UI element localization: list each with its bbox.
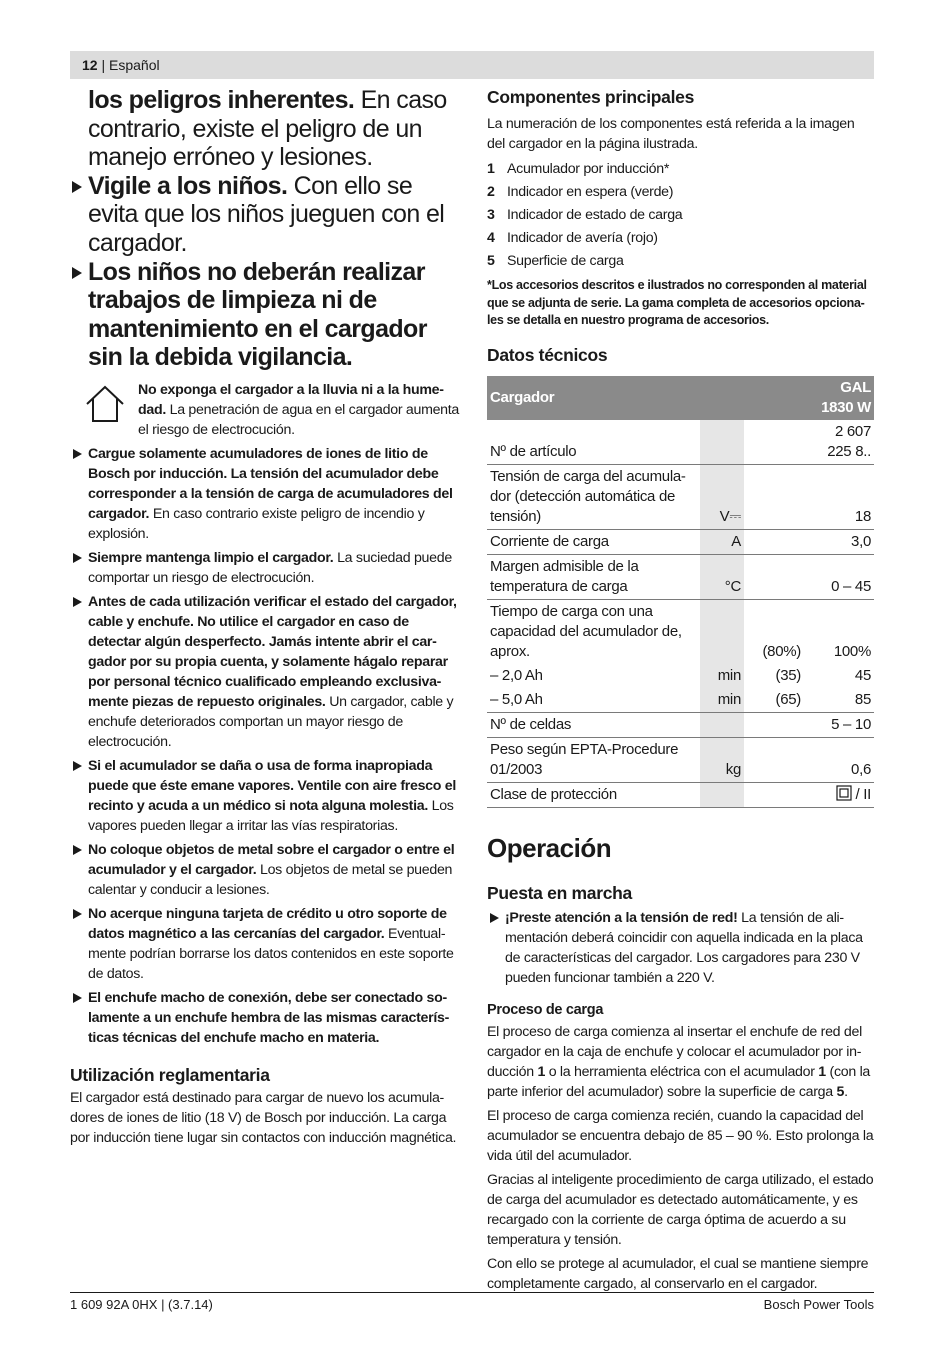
large-warning-1: [70, 172, 460, 258]
tech-row-label: Margen admisible de la temperatura de carga: [487, 554, 700, 599]
charge-text: o la herramienta eléctrica con el acumulador: [545, 1063, 819, 1080]
tech-row-label: Tiempo de carga con una capacidad del acumulador de, aprox.: [490, 602, 682, 660]
safety-bullet-1: [70, 548, 460, 588]
reference-number: 1: [537, 1063, 546, 1080]
safety-bullet-text: En caso contrario existe peligro de incendio y explosión.: [88, 505, 425, 542]
rain-warning-text: La penetración de agua en el cargador aumenta el riesgo de electrocución.: [138, 401, 460, 438]
tech-row-value-2: [804, 782, 874, 807]
safety-bullet-6: [70, 988, 460, 1048]
components-list: [487, 158, 874, 273]
large-warning-0: [70, 86, 460, 172]
safety-bullet-text: Eventualmente podrían borrarse los datos contenidos en este soporte de datos.: [88, 925, 454, 982]
tech-row-unit: °C: [700, 554, 744, 599]
component-label: Acumulador por inducción*: [507, 161, 670, 177]
startup-bold: ¡Preste atención a la tensión de red!: [505, 909, 738, 926]
tech-row-unit: min: [700, 688, 744, 713]
tech-row-value-1: (80%): [762, 642, 801, 660]
safety-bullet-5: [70, 904, 460, 984]
tech-row-value-1: [744, 737, 804, 782]
triangle-bullet-icon: [73, 553, 82, 563]
charge-title: Proceso de carga: [487, 1001, 604, 1018]
safety-bullet-text: La suciedad puede comportar un riesgo de electrocución.: [88, 549, 452, 586]
large-warning-bold: los peligros inherentes.: [88, 86, 355, 114]
charge-paragraph-2: El proceso de carga comienza recién, cuando la capacidad del acumulador se encuentra debajo de 85 – 90 %. Esto prolonga la vida útil del acumulador.: [487, 1107, 874, 1164]
tech-row-value-2: [804, 529, 874, 554]
tech-row-value-2-text: 2 607 225 8..: [827, 422, 871, 460]
safety-bullet-text: Un cargador, cable y enchufe deteriorados comportan un mayor riesgo de electrocución.: [88, 693, 454, 750]
tech-row-unit: [700, 712, 744, 737]
tech-table-row: [487, 664, 874, 688]
triangle-bullet-icon: [490, 913, 499, 923]
triangle-bullet-icon: [72, 267, 82, 279]
triangle-bullet-icon: [73, 597, 82, 607]
component-number: 5: [487, 253, 495, 269]
component-label: Indicador de avería (rojo): [507, 230, 658, 246]
safety-bullet-bold: El enchufe macho de conexión, debe ser conectado solamente a un enchufe hembra de las mismas características técnicas del enchufe macho en materia.: [88, 989, 450, 1046]
tech-table-head-left: Cargador: [487, 376, 700, 420]
safety-bullets: [70, 444, 460, 1048]
charge-paragraph-3: Gracias al inteligente procedimiento de carga utilizado, el estado de carga del acumulador es detectado automáticamente, y es recargado con la corriente de carga óptima de acuerdo a su temperatura y tensión.: [487, 1171, 874, 1248]
tech-row-value-1: [744, 554, 804, 599]
tech-row-unit: kg: [700, 737, 744, 782]
component-number: 4: [487, 230, 495, 246]
reference-number: 5: [836, 1083, 845, 1100]
accessories-note: *Los accesorios descritos e ilustrados no corresponden al material que se adjunta de serie. La gama completa de accesorios opcionales se detalla en nuestro programa de accesorios.: [487, 278, 867, 327]
large-warning-bold: Los niños no deberán realizar trabajos de limpieza ni de mantenimiento en el cargador sin la debida vigilancia.: [88, 257, 427, 372]
charge-text: .: [844, 1083, 848, 1100]
tech-table-row: [487, 782, 874, 807]
rain-warning-bold: No exponga el cargador a la lluvia ni a la humedad.: [138, 381, 445, 418]
tech-row-unit: A: [700, 529, 744, 554]
house-icon: [84, 384, 126, 424]
safety-bullet-text: Los vapores pueden llegar a irritar las vías respiratorias.: [88, 797, 454, 834]
tech-row-value-1: (65): [744, 688, 804, 713]
tech-row-unit: [700, 782, 744, 807]
page-header: 12 | Español: [70, 51, 874, 79]
safety-bullet-bold: Si el acumulador se daña o usa de forma inapropiada puede que éste emane vapores. Ventile con aire fresco el recinto y acuda a un médico si nota alguna molestia.: [88, 757, 457, 814]
startup-text: La tensión de alimentación deberá coincidir con aquella indicada en la placa de características del cargador. Los cargadores para 230 V pueden funcionar también a 220 V.: [505, 909, 863, 986]
triangle-bullet-icon: [73, 993, 82, 1003]
tech-row-value-1: [744, 529, 804, 554]
tech-row-value-2: [804, 599, 874, 664]
safety-bullet-bold: Antes de cada utilización verificar el estado del cargador, cable y enchufe. No utilice el cargador en caso de detectar algún desperfecto. Jamás intente abrir el cargador por su propia cuenta, y solamente hágalo reparar por personal técnico cualificado empleando exclusivamente piezas de repuesto originales.: [88, 593, 457, 710]
tech-row-value-1: [744, 464, 804, 529]
startup-bullet: [487, 908, 874, 988]
tech-table-row: [487, 688, 874, 713]
triangle-bullet-icon: [73, 761, 82, 771]
tech-row-label: Nº de celdas: [487, 712, 700, 737]
tech-data-table: [487, 376, 874, 808]
page-number: 12: [82, 57, 98, 73]
footer-doc-number: 1 609 92A 0HX | (3.7.14): [70, 1297, 213, 1312]
tech-row-value-2-text: 85: [854, 690, 871, 708]
usage-text: El cargador está destinado para cargar de nuevo los acumuladores de iones de litio (18 V) de Bosch por inducción. La carga por inducción tiene lugar sin contactos con inducción magnética.: [70, 1089, 457, 1146]
charge-text: (con la parte inferior del acumulador) sobre la superficie de carga: [487, 1063, 871, 1100]
component-item-5: [487, 250, 874, 273]
tech-table-row: [487, 737, 874, 782]
tech-table-row: [487, 529, 874, 554]
component-item-1: [487, 158, 874, 181]
startup-title: Puesta en marcha: [487, 882, 632, 903]
component-item-4: [487, 227, 874, 250]
tech-row-label: Clase de protección: [487, 782, 700, 807]
component-number: 2: [487, 184, 495, 200]
tech-row-unit: min: [700, 664, 744, 688]
operation-title: Operación: [487, 832, 612, 863]
components-title: Componentes principales: [487, 87, 695, 107]
tech-row-label: Tensión de carga del acumulador (detección automática de tensión): [487, 464, 700, 529]
tech-table-head-right: GAL 1830 W: [804, 376, 874, 420]
tech-row-value-2-text: 3,0: [851, 532, 871, 550]
footer-brand: Bosch Power Tools: [763, 1297, 874, 1312]
tech-row-value-2-text: / II: [855, 785, 871, 803]
triangle-bullet-icon: [73, 449, 82, 459]
tech-row-value-2-text: 0,6: [851, 760, 871, 778]
tech-table-row: [487, 554, 874, 599]
left-column: [70, 86, 460, 1148]
tech-row-label: – 5,0 Ah: [487, 688, 700, 713]
tech-title: Datos técnicos: [487, 344, 608, 365]
tech-row-unit: [700, 599, 744, 664]
large-warning-text: En caso contrario, existe el peligro de un manejo erróneo y lesiones.: [88, 86, 447, 172]
components-intro: La numeración de los componentes está referida a la imagen del cargador en la página ilustrada.: [487, 116, 855, 152]
component-number: 3: [487, 207, 495, 223]
safety-bullet-2: [70, 592, 460, 752]
triangle-bullet-icon: [73, 845, 82, 855]
component-item-3: [487, 204, 874, 227]
tech-table-header: [487, 376, 874, 420]
tech-row-label: Nº de artículo: [487, 420, 700, 465]
large-warning-2: [70, 258, 460, 372]
component-number: 1: [487, 161, 495, 177]
charge-paragraph-1: [487, 1022, 874, 1102]
large-warning-bold: Vigile a los niños.: [88, 171, 288, 200]
tech-row-value-2: [804, 712, 874, 737]
safety-bullet-bold: Cargue solamente acumuladores de iones de litio de Bosch por inducción. La tensión del acumulador debe corresponder a la tensión de carga de acumuladores del cargador.: [88, 445, 453, 522]
tech-row-value-2: [804, 737, 874, 782]
triangle-bullet-icon: [73, 909, 82, 919]
tech-row-value-1: [744, 420, 804, 465]
tech-row-value-2: [804, 464, 874, 529]
safety-bullet-bold: Siempre mantenga limpio el cargador.: [88, 549, 334, 566]
tech-row-value-1: [744, 782, 804, 807]
tech-row-label: – 2,0 Ah: [490, 666, 543, 684]
right-column: [487, 86, 874, 1294]
tech-row-label: Peso según EPTA-Procedure 01/2003: [487, 737, 700, 782]
tech-row-value-2: [804, 664, 874, 688]
tech-table-row: [487, 712, 874, 737]
tech-table-row: [487, 464, 874, 529]
tech-table-row: [487, 599, 874, 664]
large-warnings: [70, 86, 460, 372]
usage-title: Utilización reglamentaria: [70, 1064, 270, 1085]
protection-class-icon: [836, 786, 856, 803]
charge-paragraph-4: Con ello se protege al acumulador, el cual se mantiene siempre completamente cargado, al conservarlo en el cargador.: [487, 1255, 869, 1292]
charge-text: El proceso de carga comienza al insertar el enchufe de red del cargador en la caja de enchufe y colocar el acumulador por inducción: [487, 1023, 862, 1080]
tech-row-unit: V⎓: [700, 464, 744, 529]
safety-bullet-bold: No acerque ninguna tarjeta de crédito u otro soporte de datos magnético a las cercanías del cargador.: [88, 905, 447, 942]
tech-row-unit: [700, 420, 744, 465]
tech-row-value-2: [804, 554, 874, 599]
safety-bullet-4: [70, 840, 460, 900]
tech-row-value-2-text: 5 – 10: [831, 715, 871, 733]
safety-bullet-text: Los objetos de metal se pueden calentar y conducir a lesiones.: [88, 861, 453, 898]
component-label: Indicador en espera (verde): [507, 184, 674, 200]
safety-bullet-0: [70, 444, 460, 544]
triangle-bullet-icon: [72, 181, 82, 193]
tech-table-row: [487, 420, 874, 465]
tech-row-value-2-text: 18: [854, 507, 871, 525]
tech-row-value-2-text: 45: [854, 666, 871, 684]
tech-row-label: Corriente de carga: [487, 529, 700, 554]
component-label: Indicador de estado de carga: [507, 207, 683, 223]
tech-row-value-1: (35): [775, 666, 801, 684]
tech-row-value-2-text: 0 – 45: [831, 577, 871, 595]
tech-row-value-2: [804, 420, 874, 465]
safety-bullet-3: [70, 756, 460, 836]
component-label: Superficie de carga: [507, 253, 624, 269]
page-language: Español: [109, 57, 160, 73]
large-warning-text: Con ello se evita que los niños jueguen con el cargador.: [88, 171, 445, 257]
reference-number: 1: [818, 1063, 826, 1080]
safety-bullet-bold: No coloque objetos de metal sobre el cargador o entre el acumulador y el cargador.: [88, 841, 455, 878]
tech-row-value-2-text: 100%: [833, 642, 871, 660]
component-item-2: [487, 181, 874, 204]
rain-warning: [70, 380, 460, 440]
tech-row-value-2: [804, 688, 874, 713]
tech-row-value-1: [744, 712, 804, 737]
page-footer: [70, 1292, 874, 1317]
